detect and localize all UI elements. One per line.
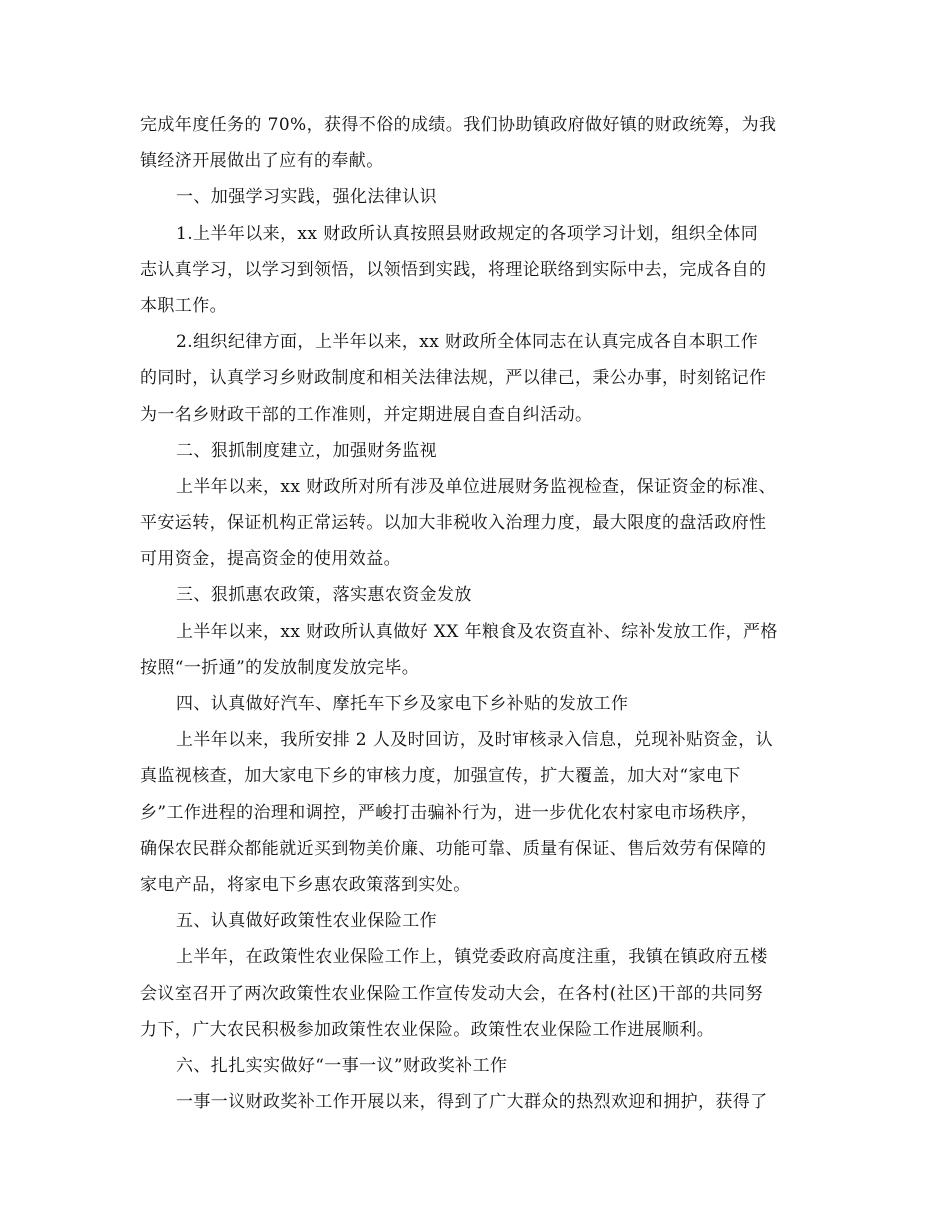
text-line: 一事一议财政奖补工作开展以来，得到了广大群众的热烈欢迎和拥护，获得了 (176, 1092, 768, 1113)
document-body (140, 107, 820, 1120)
text-line: 五、认真做好政策性农业保险工作 (176, 911, 437, 932)
text-line: 2.组织纪律方面，上半年以来，xx 财政所全体同志在认真完成各自本职工作 (176, 332, 759, 353)
paragraph (140, 469, 820, 578)
paragraph (140, 722, 820, 903)
text-line: 上半年以来，xx 财政所认真做好 XX 年粮食及农资直补、综补发放工作，严格 (176, 621, 778, 642)
text-line: 可用资金，提高资金的使用效益。 (140, 549, 401, 570)
section-heading (140, 179, 820, 215)
text-line: 一、加强学习实践，强化法律认识 (176, 187, 437, 208)
text-line: 按照“一折通”的发放制度发放完毕。 (140, 657, 420, 678)
text-line: 上半年，在政策性农业保险工作上，镇党委政府高度注重，我镇在镇政府五楼 (176, 947, 768, 968)
text-line: 的同时，认真学习乡财政制度和相关法律法规，严以律己，秉公办事，时刻铭记作 (140, 368, 767, 389)
section-heading (140, 577, 820, 613)
text-line: 会议室召开了两次政策性农业保险工作宣传发动大会，在各村(社区)干部的共同努 (140, 983, 764, 1004)
section-heading (140, 433, 820, 469)
text-line: 为一名乡财政干部的工作准则，并定期进展自查自纠活动。 (140, 404, 593, 425)
text-line: 家电产品，将家电下乡惠农政策落到实处。 (140, 874, 471, 895)
text-line: 三、狠抓惠农政策，落实惠农资金发放 (176, 585, 472, 606)
paragraph (140, 939, 820, 1048)
section-heading (140, 1048, 820, 1084)
text-line: 1.上半年以来，xx 财政所认真按照县财政规定的各项学习计划，组织全体同 (176, 223, 759, 244)
text-line: 力下，广大农民积极参加政策性农业保险。政策性农业保险工作进展顺利。 (140, 1019, 715, 1040)
text-line: 二、狠抓制度建立，加强财务监视 (176, 440, 437, 461)
paragraph (140, 1084, 820, 1120)
text-line: 上半年以来，xx 财政所对所有涉及单位进展财务监视检查，保证资金的标准、 (176, 476, 776, 497)
text-line: 平安运转，保证机构正常运转。以加大非税收入治理力度，最大限度的盘活政府性 (140, 513, 767, 534)
text-line: 上半年以来，我所安排 2 人及时回访，及时审核录入信息，兑现补贴资金，认 (176, 730, 774, 751)
text-line: 四、认真做好汽车、摩托车下乡及家电下乡补贴的发放工作 (176, 694, 629, 714)
text-line: 确保农民群众都能就近买到物美价廉、功能可靠、质量有保证、售后效劳有保障的 (140, 838, 767, 859)
text-line: 乡”工作进程的治理和调控，严峻打击骗补行为，进一步优化农村家电市场秩序， (140, 802, 759, 823)
section-heading (140, 903, 820, 939)
paragraph (140, 107, 820, 179)
text-line: 本职工作。 (140, 295, 227, 316)
text-line: 完成年度任务的 70%，获得不俗的成绩。我们协助镇政府做好镇的财政统筹，为我 (140, 115, 777, 135)
text-line: 镇经济开展做出了应有的奉献。 (140, 151, 384, 172)
paragraph (140, 216, 820, 325)
paragraph (140, 614, 820, 686)
text-line: 真监视核查，加大家电下乡的审核力度，加强宣传，扩大覆盖，加大对“家电下 (140, 766, 741, 787)
section-heading (140, 686, 820, 722)
text-line: 志认真学习，以学习到领悟，以领悟到实践，将理论联络到实际中去，完成各自的 (140, 259, 767, 280)
text-line: 六、扎扎实实做好“一事一议”财政奖补工作 (176, 1055, 508, 1076)
paragraph (140, 324, 820, 433)
